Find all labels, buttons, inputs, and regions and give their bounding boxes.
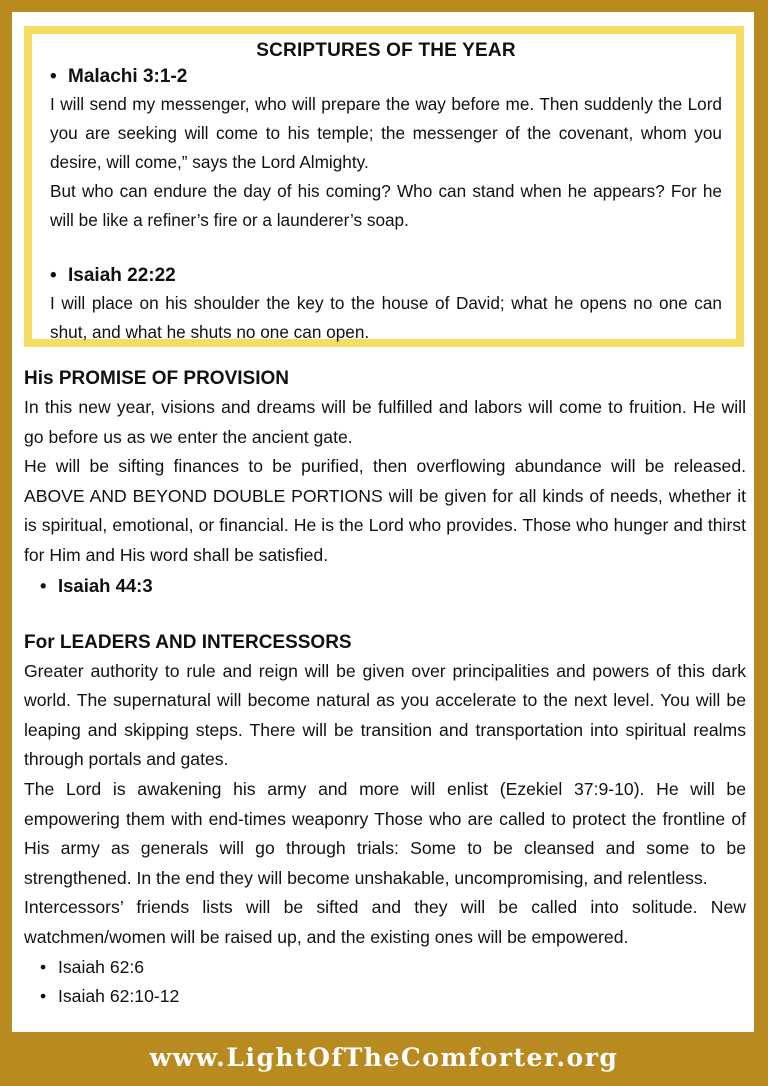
leaders-paragraph: Intercessors’ friends lists will be sifted and they will be called into solitude. New watchmen/women will be raised up, and the existing ones will be empowered. [24,897,746,947]
main-content [24,364,746,1011]
leaders-reference: • Isaiah 62:10-12 [24,982,746,1011]
scripture-reference-isaiah: • Isaiah 22:22 [50,265,722,287]
scripture-text: I will send my messenger, who will prepare the way before me. Then suddenly the Lord you are seeking will come to his temple; the messenger of the covenant, whom you desire, will come,” says the Lord Almighty. [50,94,722,172]
leaders-paragraph: Greater authority to rule and reign will be given over principalities and powers of this dark world. The supernatural will become natural as you accelerate to the next level. You will be leaping and skipping steps. There will be transition and transportation into spiritual realms through portals and gates. [24,660,746,770]
leaders-reference: • Isaiah 62:6 [24,953,746,982]
provision-paragraph: He will be sifting finances to be purified, then overflowing abundance will be released. ABOVE AND BEYOND DOUBLE PORTIONS will be given for all kinds of needs, whether it is spiritual, emotional, or financial. He is the Lord who provides. Those who hunger and thirst for Him and His word shall be satisfied. [24,456,746,565]
scripture-reference-malachi: • Malachi 3:1-2 [50,66,722,88]
provision-heading: His PROMISE OF PROVISION [24,368,289,389]
page-card [12,12,754,1032]
scriptures-box [24,26,744,347]
leaders-heading: For LEADERS AND INTERCESSORS [24,631,352,653]
leaders-paragraph: The Lord is awakening his army and more will enlist (Ezekiel 37:9-10). He will be empowering them with end-times weaponry Those who are called to protect the frontline of His army as generals will go through trials: Some to be cleansed and some to be strengthened. In the end they will become unshakable, uncompromising, and relentless. [24,778,746,888]
provision-reference: • Isaiah 44:3 [24,571,746,600]
scripture-text: But who can endure the day of his coming? Who can stand when he appears? For he will be like a refiner’s fire or a launderer’s soap. [50,181,722,230]
scriptures-title: SCRIPTURES OF THE YEAR [256,40,516,61]
scripture-text: I will place on his shoulder the key to the house of David; what he opens no one can shut, and what he shuts no one can open. [50,293,722,342]
footer-website-url: www.LightOfTheComforter.org [149,1043,619,1072]
provision-paragraph: In this new year, visions and dreams will be fulfilled and labors will come to fruition. He will go before us as we enter the ancient gate. [24,397,746,447]
